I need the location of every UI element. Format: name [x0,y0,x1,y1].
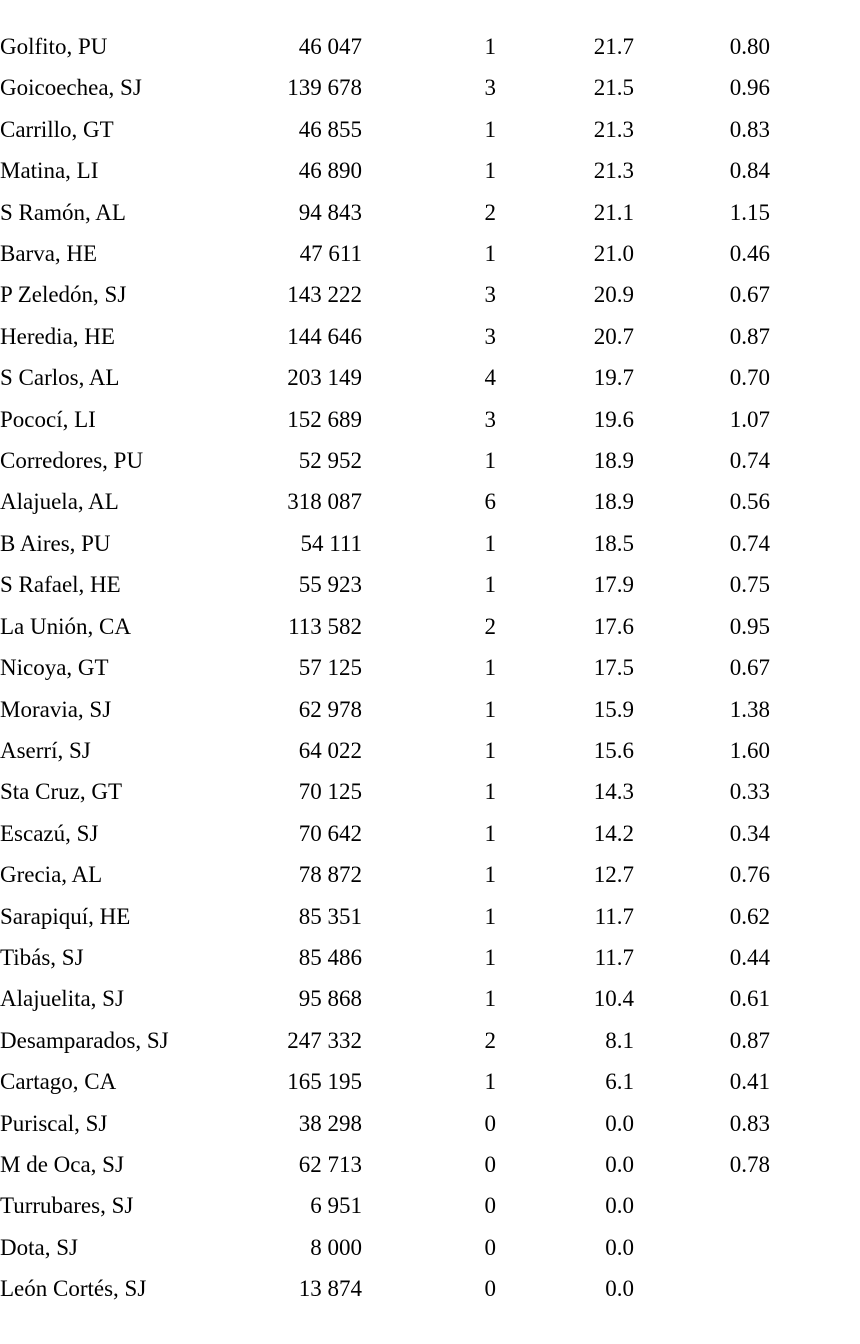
table-row [0,67,770,108]
table-row [0,399,770,440]
table-row [0,937,770,978]
count-cell: 0 [484,1151,496,1177]
table-row [0,564,770,605]
canton-name-cell: Turrubares, SJ [0,1193,134,1219]
ratio-cell: 0.33 [729,779,770,805]
table-row [0,440,770,481]
count-cell: 2 [484,199,496,225]
population-cell: 13 874 [298,1276,362,1302]
canton-name-cell: Barva, HE [0,241,98,267]
population-cell: 57 125 [298,655,362,681]
population-cell: 143 222 [287,282,362,308]
table-row [0,26,770,67]
count-cell: 1 [484,820,496,846]
table-row [0,1061,770,1102]
rate-cell: 0.0 [605,1276,634,1302]
rate-cell: 17.5 [593,655,634,681]
ratio-cell: 1.07 [729,406,770,432]
table-row [0,233,770,274]
rate-cell: 11.7 [594,944,634,970]
rate-cell: 12.7 [593,862,634,888]
count-cell: 1 [484,572,496,598]
count-cell: 1 [484,448,496,474]
count-cell: 0 [484,1193,496,1219]
ratio-cell: 0.62 [729,903,770,929]
table-row [0,274,770,315]
population-cell: 62 978 [298,696,362,722]
population-cell: 46 890 [298,158,362,184]
canton-name-cell: Carrillo, GT [0,116,114,142]
population-cell: 70 642 [298,820,362,846]
canton-name-cell: La Unión, CA [0,613,131,639]
ratio-cell: 0.96 [729,75,770,101]
count-cell: 1 [484,1069,496,1095]
canton-name-cell: Sarapiquí, HE [0,903,131,929]
ratio-cell: 0.46 [729,241,770,267]
table-row [0,1020,770,1061]
ratio-cell: 0.83 [729,1110,770,1136]
population-cell: 52 952 [298,448,362,474]
rate-cell: 20.9 [593,282,634,308]
count-cell: 3 [484,406,496,432]
canton-name-cell: Grecia, AL [0,862,103,888]
canton-name-cell: León Cortés, SJ [0,1276,147,1302]
canton-name-cell: Desamparados, SJ [0,1027,169,1053]
rate-cell: 18.9 [593,489,634,515]
count-cell: 1 [484,862,496,888]
population-cell: 6 951 [310,1193,362,1219]
count-cell: 0 [484,1276,496,1302]
rate-cell: 0.0 [605,1234,634,1260]
count-cell: 1 [484,158,496,184]
ratio-cell: 0.41 [729,1069,770,1095]
table-row [0,1227,770,1268]
count-cell: 3 [484,323,496,349]
table-row [0,1268,770,1309]
table-row [0,689,770,730]
canton-name-cell: Cartago, CA [0,1069,117,1095]
population-cell: 46 855 [298,116,362,142]
ratio-cell: 0.70 [729,365,770,391]
rate-cell: 0.0 [605,1110,634,1136]
rate-cell: 6.1 [605,1069,634,1095]
population-cell: 70 125 [298,779,362,805]
table-row [0,606,770,647]
ratio-cell: 0.78 [729,1151,770,1177]
ratio-cell: 0.61 [729,986,770,1012]
ratio-cell: 0.76 [729,862,770,888]
rate-cell: 11.7 [594,903,634,929]
population-cell: 62 713 [298,1151,362,1177]
table-row [0,192,770,233]
rate-cell: 17.9 [593,572,634,598]
count-cell: 1 [484,34,496,59]
ratio-cell: 0.56 [729,489,770,515]
ratio-cell [634,1185,770,1226]
count-cell: 1 [484,530,496,556]
canton-name-cell: Nicoya, GT [0,655,109,681]
rate-cell: 21.1 [593,199,634,225]
canton-name-cell: Corredores, PU [0,448,144,474]
population-cell: 54 111 [300,530,362,556]
table-row [0,771,770,812]
count-cell: 0 [484,1234,496,1260]
ratio-cell: 0.44 [729,944,770,970]
canton-name-cell: Aserrí, SJ [0,737,91,763]
table-row [0,316,770,357]
ratio-cell [634,1268,770,1309]
population-cell: 78 872 [298,862,362,888]
rate-cell: 19.7 [593,365,634,391]
count-cell: 3 [484,75,496,101]
population-cell: 46 047 [298,34,362,59]
ratio-cell: 0.87 [729,1027,770,1053]
ratio-cell: 1.15 [729,199,770,225]
rate-cell: 10.4 [593,986,634,1012]
count-cell: 1 [484,116,496,142]
population-cell: 203 149 [287,365,362,391]
count-cell: 1 [484,696,496,722]
canton-name-cell: Puriscal, SJ [0,1110,108,1136]
table-row [0,1144,770,1185]
rate-cell: 0.0 [605,1193,634,1219]
rate-cell: 20.7 [593,323,634,349]
canton-name-cell: B Aires, PU [0,530,111,556]
ratio-cell: 0.75 [729,572,770,598]
population-cell: 94 843 [298,199,362,225]
ratio-cell: 0.95 [729,613,770,639]
ratio-cell: 0.87 [729,323,770,349]
canton-name-cell: Alajuela, AL [0,489,119,515]
population-cell: 38 298 [298,1110,362,1136]
table-row [0,978,770,1019]
population-cell: 247 332 [287,1027,362,1053]
rate-cell: 15.6 [593,737,634,763]
table-row [0,854,770,895]
canton-data-table [0,26,770,1310]
rate-cell: 15.9 [593,696,634,722]
population-cell: 165 195 [287,1069,362,1095]
table-body [0,26,770,1310]
ratio-cell [634,1227,770,1268]
table-row [0,647,770,688]
ratio-cell: 1.38 [729,696,770,722]
population-cell: 8 000 [310,1234,362,1260]
count-cell: 6 [484,489,496,515]
canton-name-cell: M de Oca, SJ [0,1151,124,1177]
canton-name-cell: Matina, LI [0,158,99,184]
count-cell: 1 [484,655,496,681]
population-cell: 144 646 [287,323,362,349]
canton-name-cell: S Ramón, AL [0,199,126,225]
rate-cell: 21.5 [593,75,634,101]
canton-name-cell: Pococí, LI [0,406,96,432]
count-cell: 1 [484,737,496,763]
table-row [0,896,770,937]
ratio-cell: 0.80 [729,34,770,59]
canton-name-cell: Dota, SJ [0,1234,78,1260]
canton-name-cell: Alajuelita, SJ [0,986,124,1012]
canton-name-cell: S Rafael, HE [0,572,121,598]
rate-cell: 18.9 [593,448,634,474]
table-row [0,730,770,771]
population-cell: 55 923 [298,572,362,598]
table-row [0,109,770,150]
ratio-cell: 0.67 [729,282,770,308]
ratio-cell: 0.84 [729,158,770,184]
population-cell: 47 611 [299,241,362,267]
canton-name-cell: Moravia, SJ [0,696,112,722]
count-cell: 1 [484,944,496,970]
ratio-cell: 1.60 [729,737,770,763]
count-cell: 1 [484,903,496,929]
count-cell: 1 [484,241,496,267]
ratio-cell: 0.83 [729,116,770,142]
canton-name-cell: Tibás, SJ [0,944,84,970]
count-cell: 4 [484,365,496,391]
table-row [0,523,770,564]
table-row [0,1103,770,1144]
rate-cell: 21.0 [593,241,634,267]
canton-name-cell: Goicoechea, SJ [0,75,142,101]
count-cell: 2 [484,1027,496,1053]
population-cell: 85 351 [298,903,362,929]
rate-cell: 21.3 [593,116,634,142]
rate-cell: 17.6 [593,613,634,639]
count-cell: 0 [484,1110,496,1136]
ratio-cell: 0.74 [729,530,770,556]
rate-cell: 14.2 [593,820,634,846]
table-row [0,150,770,191]
rate-cell: 19.6 [593,406,634,432]
population-cell: 152 689 [287,406,362,432]
rate-cell: 21.7 [593,34,634,59]
table-row [0,1185,770,1226]
population-cell: 318 087 [287,489,362,515]
canton-name-cell: Sta Cruz, GT [0,779,123,805]
population-cell: 139 678 [287,75,362,101]
canton-name-cell: Heredia, HE [0,323,115,349]
canton-name-cell: Golfito, PU [0,34,108,59]
population-cell: 64 022 [298,737,362,763]
population-cell: 113 582 [288,613,362,639]
rate-cell: 0.0 [605,1151,634,1177]
rate-cell: 18.5 [593,530,634,556]
table-row [0,813,770,854]
ratio-cell: 0.67 [729,655,770,681]
count-cell: 2 [484,613,496,639]
rate-cell: 8.1 [605,1027,634,1053]
ratio-cell: 0.34 [729,820,770,846]
canton-name-cell: S Carlos, AL [0,365,120,391]
canton-name-cell: P Zeledón, SJ [0,282,127,308]
population-cell: 95 868 [298,986,362,1012]
count-cell: 3 [484,282,496,308]
rate-cell: 14.3 [593,779,634,805]
table-row [0,481,770,522]
rate-cell: 21.3 [593,158,634,184]
count-cell: 1 [484,779,496,805]
table-row [0,357,770,398]
ratio-cell: 0.74 [729,448,770,474]
count-cell: 1 [484,986,496,1012]
population-cell: 85 486 [298,944,362,970]
canton-name-cell: Escazú, SJ [0,820,99,846]
